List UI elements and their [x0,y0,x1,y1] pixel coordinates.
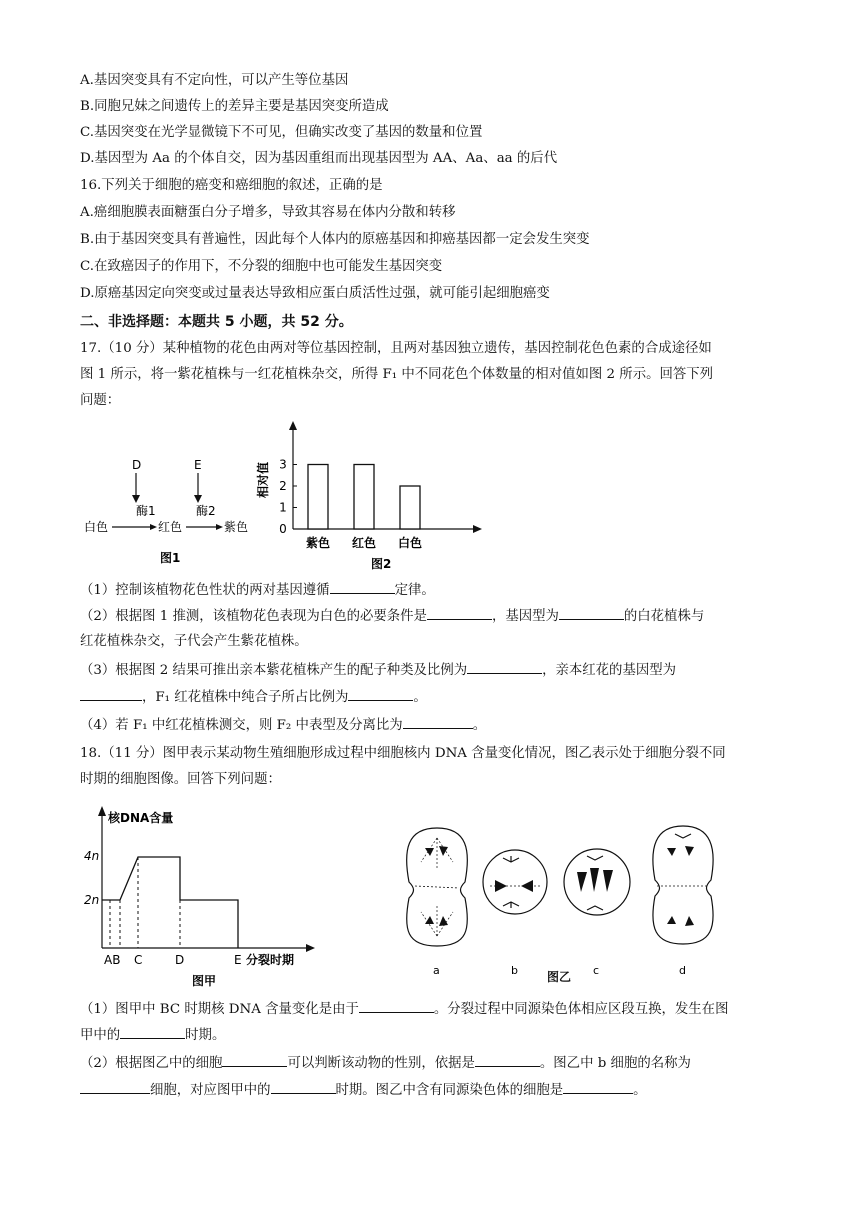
q18-sub1-text: （1）图甲中 BC 时期核 DNA 含量变化是由于 [80,1002,359,1017]
y-axis-label: 相对值 [256,461,270,499]
y-tick-label: 1 [279,500,287,515]
bar-chart-figure-2 [255,418,490,573]
q18-sub2-mid: 可以判断该动物的性别，依据是 [287,1056,475,1071]
q16-option-c: C.在致癌因子的作用下，不分裂的细胞中也可能发生基因突变 [80,259,443,274]
q17-sub3 [80,661,676,680]
q18-sub2-line2 [80,1081,647,1100]
figure-1-caption: 图1 [160,551,181,565]
q17-sub1 [80,581,435,600]
answer-blank[interactable] [348,688,413,701]
q17-stem-2: 图 1 所示，将一紫花植株与一红花植株杂交，所得 F₁ 中不同花色个体数量的相对值如图 2 所示。回答下列 [80,367,714,382]
bar-2 [400,486,420,529]
q17-sub2-mid: ，基因型为 [491,609,559,624]
q18-sub2 [80,1054,691,1073]
q18-stem-1: 18.（11 分）图甲表示某动物生殖细胞形成过程中细胞核内 DNA 含量变化情况，图乙表示处于细胞分裂不同 [80,746,726,761]
q17-sub2-line2: 红花植株杂交，子代会产生紫花植株。 [80,634,308,649]
cell-d [653,826,713,977]
q16-option-b: B.由于基因突变具有普遍性，因此每个人体内的原癌基因和抑癌基因都一定会发生突变 [80,232,590,247]
y-tick-label: 3 [279,457,287,472]
answer-blank[interactable] [80,1081,150,1094]
answer-blank[interactable] [359,1000,434,1013]
answer-blank[interactable] [559,607,624,620]
category-label: 红色 [351,536,377,550]
y-tick-label: 0 [279,522,287,536]
cell-b-label: b [511,964,518,977]
q17-sub3-end: 。 [413,690,427,705]
q17-sub2 [80,607,704,626]
q17-sub1-text: （1）控制该植物花色性状的两对基因遵循 [80,583,330,598]
q18-sub1-mid: 。分裂过程中同源染色体相应区段互换，发生在图 [433,1002,729,1017]
x-label-e: E [234,953,242,967]
q18-sub1 [80,1000,728,1019]
answer-blank[interactable] [563,1081,633,1094]
x-label-ab: AB [104,953,121,967]
tick-2n: 2n [84,893,100,907]
cell-c [564,849,630,977]
q17-sub4 [80,716,486,735]
q18-sub2-end: 。 [633,1083,647,1098]
answer-blank[interactable] [222,1054,287,1067]
q18-sub2-end: 。图乙中 b 细胞的名称为 [539,1056,691,1071]
q17-stem-1: 17.（10 分）某种植物的花色由两对等位基因控制，且两对基因独立遗传，基因控制花色色素的合成途径如 [80,341,712,356]
q17-sub2-end: 的白花植株与 [623,609,705,624]
answer-blank[interactable] [330,581,395,594]
q17-sub2-text: （2）根据图 1 推测，该植物花色表现为白色的必要条件是 [80,609,427,624]
q18-sub2-text2: 细胞，对应图甲中的 [150,1083,271,1098]
category-label: 紫色 [305,536,331,550]
answer-blank[interactable] [475,1054,540,1067]
cell-a-label: a [433,964,440,977]
figure-yi-caption: 图乙 [547,970,572,984]
answer-blank[interactable] [467,661,542,674]
q16-option-a: A.癌细胞膜表面糖蛋白分子增多，导致其容易在体内分散和转移 [80,205,456,220]
q15-option-d: D.基因型为 Aa 的个体自交，因为基因重组而出现基因型为 AA、Aa、aa 的后代 [80,151,558,166]
answer-blank[interactable] [80,688,142,701]
q18-sub2-text3: 时期。图乙中含有同源染色体的细胞是 [335,1083,564,1098]
bar-0 [308,465,328,530]
q15-option-b: B.同胞兄妹之间遗传上的差异主要是基因突变所造成 [80,99,389,114]
q17-sub3-mid: ，亲本红花的基因型为 [542,663,677,678]
q17-sub3-line2 [80,688,427,707]
q17-stem-3: 问题： [80,393,121,408]
bar-1 [354,465,374,530]
white-label: 白色 [84,520,109,534]
answer-blank[interactable] [403,716,473,729]
q17-sub4-end: 。 [472,718,487,733]
x-label-c: C [134,953,143,967]
dna-curve [102,857,238,948]
q15-option-c: C.基因突变在光学显微镜下不可见，但确实改变了基因的数量和位置 [80,125,483,140]
x-label-d: D [175,953,185,967]
answer-blank[interactable] [271,1081,336,1094]
gene-d-label: D [132,458,142,472]
cell-b [483,850,547,977]
q18-sub1-text2: 甲中的 [80,1028,121,1043]
q18-sub2-text: （2）根据图乙中的细胞 [80,1056,223,1071]
q16-stem: 16.下列关于细胞的癌变和癌细胞的叙述，正确的是 [80,178,383,193]
cell-a [407,828,468,977]
tick-4n: 4n [84,849,100,863]
q17-sub3-text: （3）根据图 2 结果可推出亲本紫花植株产生的配子种类及比例为 [80,663,468,678]
category-label: 白色 [397,536,423,550]
pathway-figure-1 [80,435,280,565]
x-axis-title: 分裂时期 [246,953,295,967]
figure-2-caption: 图2 [371,557,392,571]
q18-sub1-line2 [80,1026,225,1045]
cell-c-label: c [593,964,600,977]
answer-blank[interactable] [120,1026,185,1039]
figure-jia-caption: 图甲 [192,974,217,988]
q17-sub1-end: 定律。 [394,583,435,598]
q18-stem-2: 时期的细胞图像。回答下列问题： [80,772,281,787]
q15-option-a: A.基因突变具有不定向性，可以产生等位基因 [80,73,349,88]
y-tick-label: 2 [279,479,287,493]
q16-option-d: D.原癌基因定向突变或过量表达导致相应蛋白质活性过强，就可能引起细胞癌变 [80,286,550,301]
enzyme-2-label: 酶2 [196,504,216,518]
dna-y-label: 核DNA含量 [108,811,174,825]
cell-d-label: d [679,964,686,977]
gene-e-label: E [194,458,202,472]
q17-sub4-text: （4）若 F₁ 中红花植株测交，则 F₂ 中表型及分离比为 [80,718,403,733]
enzyme-1-label: 酶1 [136,504,156,518]
cell-division-figure [395,820,735,990]
q18-sub1-end: 时期。 [185,1028,226,1043]
dna-content-figure [80,800,330,990]
answer-blank[interactable] [427,607,492,620]
q17-sub3-text2: ，F₁ 红花植株中纯合子所占比例为 [142,690,349,705]
purple-label: 紫色 [224,520,249,534]
red-label: 红色 [158,520,183,534]
section-heading: 二、非选择题：本题共 5 小题，共 52 分。 [80,314,353,330]
